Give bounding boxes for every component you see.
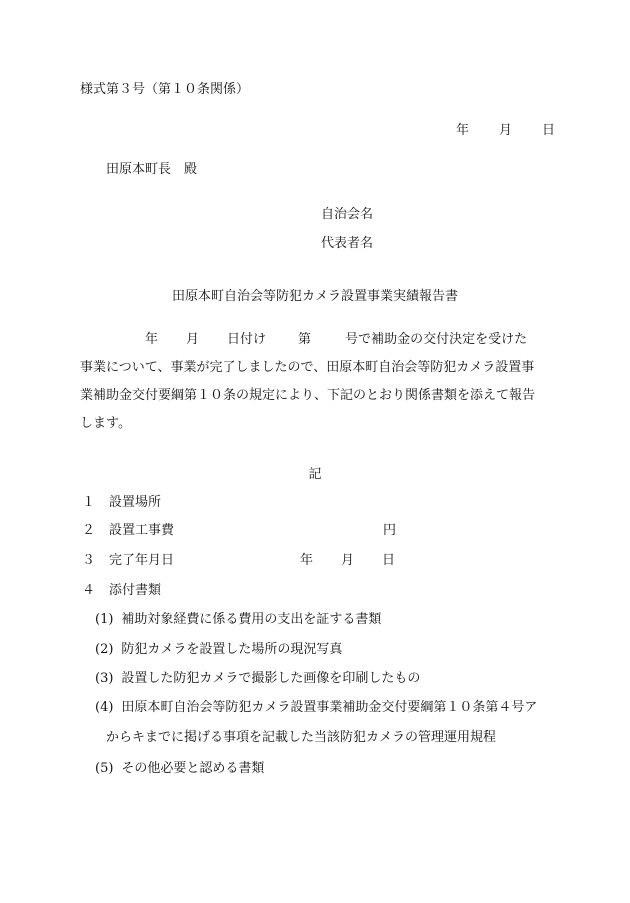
item-label: 添付書類 [109, 583, 162, 598]
attachment-4-continued: からキまでに掲げる事項を記載した当該防犯カメラの管理運用規程 [106, 730, 497, 745]
intro-paragraph [80, 326, 550, 438]
item-3 [82, 553, 174, 569]
attachment-1 [95, 612, 381, 628]
item-label: 完了年月日 [109, 553, 175, 568]
date-month: 月 [499, 123, 513, 138]
attachment-2 [95, 642, 342, 658]
attachment-text: 防犯カメラを設置した場所の現況写真 [121, 642, 343, 657]
item-label: 設置場所 [109, 495, 162, 510]
item-number: ４ [82, 583, 96, 598]
intro-dai: 第 [298, 332, 312, 347]
item-2-unit: 円 [383, 523, 397, 538]
attachment-text: 補助対象経費に係る費用の支出を証する書類 [121, 612, 382, 627]
completion-year: 年 [300, 553, 314, 568]
attachment-text: 田原本町自治会等防犯カメラ設置事業補助金交付要綱第１０条第４号ア [121, 700, 538, 715]
completion-date [300, 553, 395, 569]
item-label: 設置工事費 [109, 523, 175, 538]
form-number: 様式第３号（第１０条関係） [80, 82, 250, 97]
attachment-text: その他必要と認める書類 [121, 761, 265, 776]
attachment-3 [95, 671, 420, 687]
date-line [456, 123, 555, 139]
attachment-number: (3) [95, 671, 114, 686]
intro-line-4: します。 [80, 416, 131, 431]
representative-name-label: 代表者名 [321, 236, 374, 251]
intro-year: 年 [145, 332, 159, 347]
intro-line-1 [80, 326, 550, 354]
item-1 [82, 495, 161, 511]
item-number: ３ [82, 553, 96, 568]
attachment-number: (4) [95, 700, 114, 715]
association-name-label: 自治会名 [321, 207, 374, 222]
completion-month: 月 [341, 553, 355, 568]
intro-month: 月 [186, 332, 200, 347]
date-year: 年 [456, 123, 470, 138]
attachment-4 [95, 700, 537, 716]
item-number: １ [82, 495, 96, 510]
addressee: 田原本町長 殿 [106, 162, 198, 177]
attachment-number: (1) [95, 612, 114, 627]
attachment-5 [95, 761, 264, 777]
intro-rest: 号で補助金の交付決定を受けた [345, 332, 528, 347]
intro-line-2: 事業について、事業が完了しましたので、田原本町自治会等防犯カメラ設置事 [80, 360, 535, 375]
completion-day: 日 [382, 553, 396, 568]
ki-heading: 記 [308, 467, 322, 482]
intro-dated: 日付け [227, 332, 267, 347]
date-day: 日 [542, 123, 556, 138]
item-4 [82, 583, 161, 599]
item-2 [82, 523, 174, 539]
document-title: 田原本町自治会等防犯カメラ設置事業実績報告書 [171, 289, 458, 304]
attachment-text: 設置した防犯カメラで撮影した画像を印刷したもの [121, 671, 421, 686]
attachment-number: (5) [95, 761, 114, 776]
attachment-number: (2) [95, 642, 114, 657]
item-number: ２ [82, 523, 96, 538]
intro-line-3: 業補助金交付要綱第１０条の規定により、下記のとおり関係書類を添えて報告 [80, 388, 536, 403]
